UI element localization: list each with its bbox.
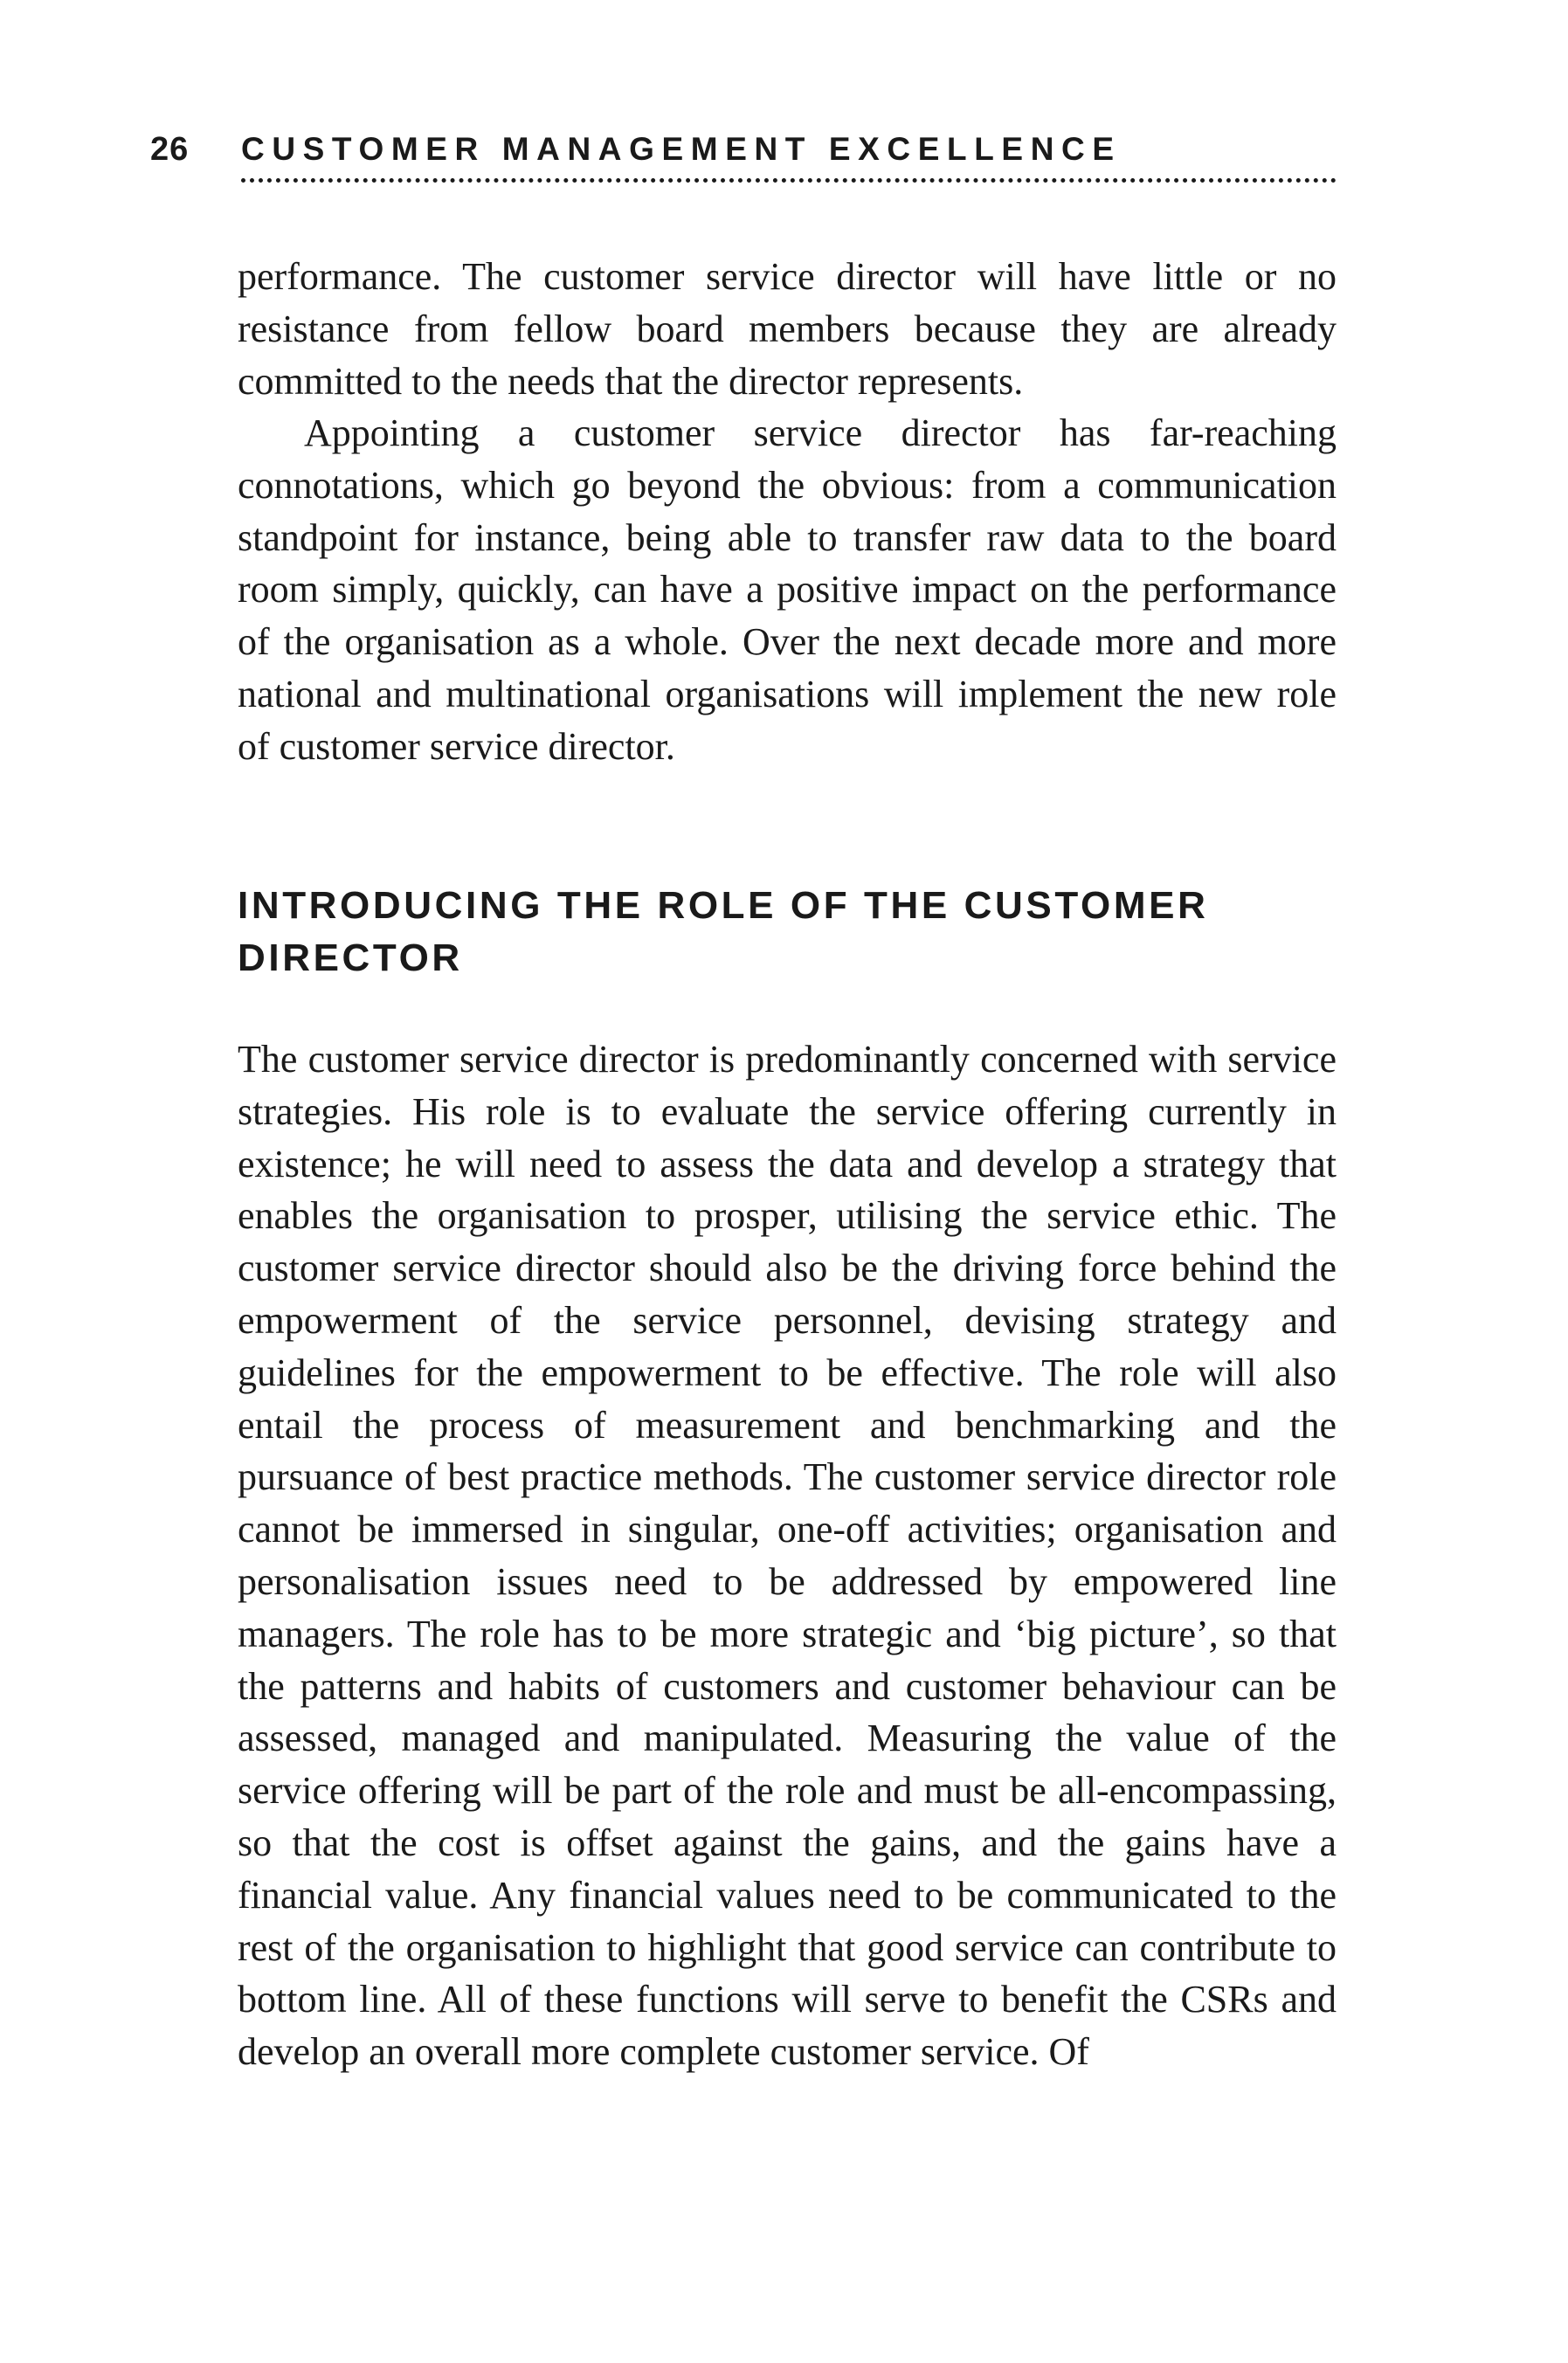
running-head xyxy=(150,124,1338,185)
paragraph-customer-director-appointment: Appointing a customer service director has far-reaching connotations, which go beyond the obvious: from a communication standpoint for instance, being able to transfer raw data to the board room simply, quickly, can have a positive impact on the performance of the organisation as a whole. Over the next decade more and more national and multinational organisations will implement the new role of customer service director. xyxy=(238,411,1337,768)
running-title: CUSTOMER MANAGEMENT EXCELLENCE xyxy=(241,131,1122,167)
dotted-header-rule xyxy=(241,178,1337,183)
paragraph-role-description: The customer service director is predominantly concerned with service strategies. His role is to evaluate the service offering currently in existence; he will need to assess the data and develop a strategy that enables the organisation to prosper, utilising the service ethic. The customer service director should also be the driving force behind the empowerment of the service personnel, devising strategy and guidelines for the empowerment to be effective. The role will also entail the process of measurement and benchmarking and the pursuance of best practice methods. The customer service director role cannot be immersed in singular, one-off activities; organisation and personalisation issues need to be addressed by empowered line managers. The role has to be more strategic and ‘big picture’, so that the patterns and habits of customers and customer behaviour can be assessed, managed and manipulated. Measuring the value of the service offering will be part of the role and must be all-encompassing, so that the cost is offset against the gains, and the gains have a financial value. Any financial values need to be communicated to the rest of the organisation to highlight that good service can contribute to bottom line. All of these functions will serve to benefit the CSRs and develop an overall more complete customer service. Of xyxy=(238,1038,1337,2074)
section-heading: INTRODUCING THE ROLE OF THE CUSTOMER DIRECTOR xyxy=(238,884,1209,979)
paragraph-continued: performance. The customer service director will have little or no resistance from fellow board members because they are already committed to the needs that the director represents. xyxy=(238,255,1337,403)
page-number: 26 xyxy=(150,131,190,168)
